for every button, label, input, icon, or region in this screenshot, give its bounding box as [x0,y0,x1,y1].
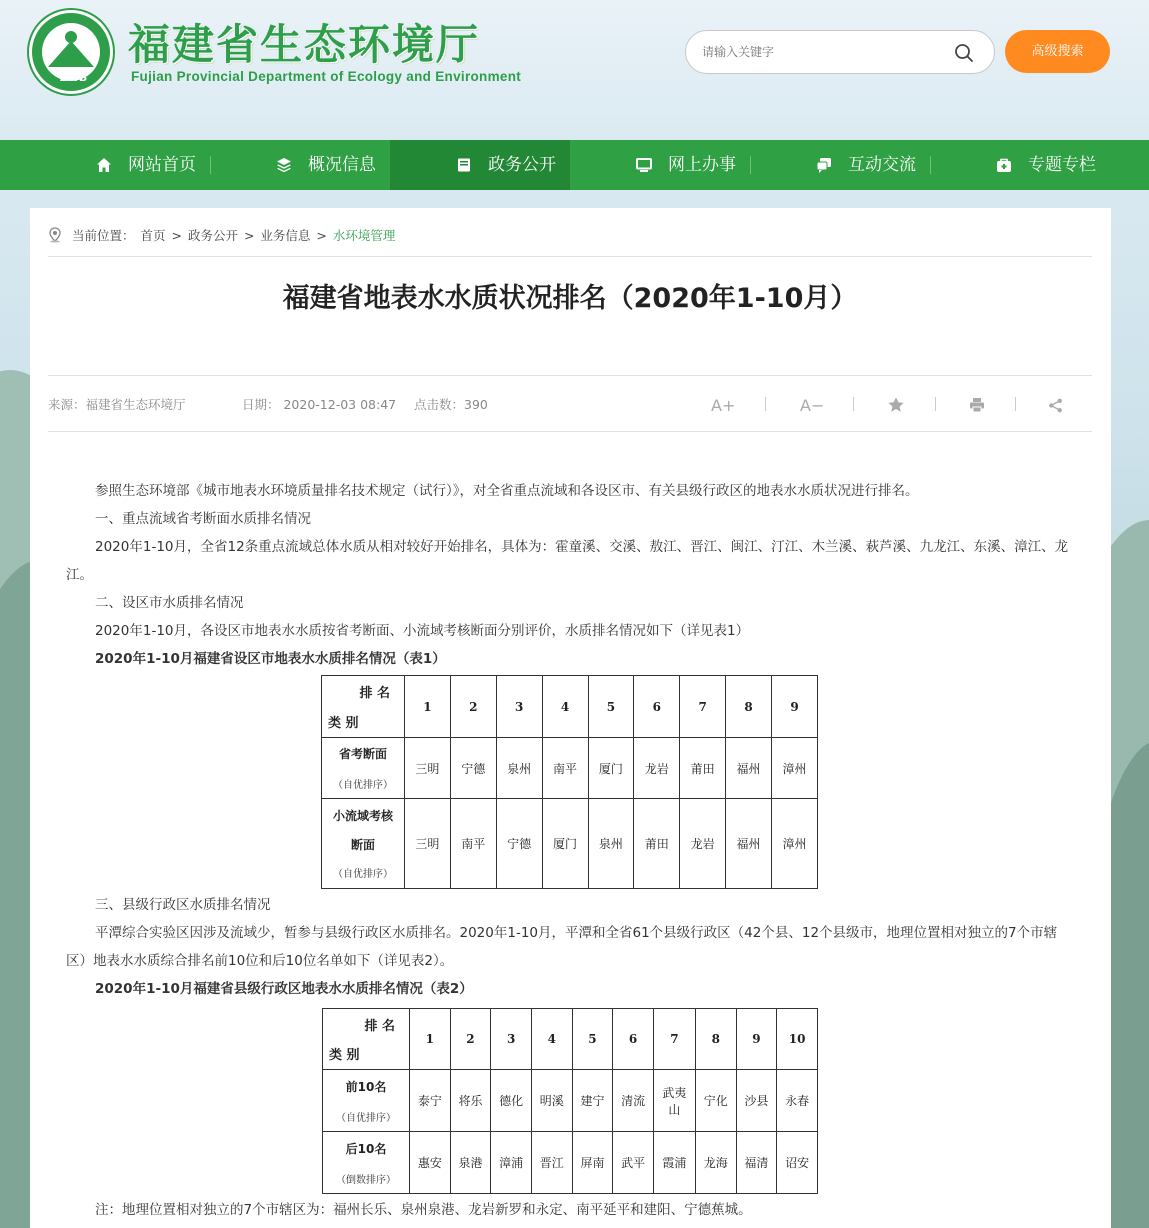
rank-header: 4 [542,676,588,738]
table-cell: 沙县 [736,1070,777,1132]
table-cell: 永春 [777,1070,818,1132]
table-header-row [323,1009,818,1070]
table-cell: 诏安 [777,1132,818,1194]
table-cell: 霞浦 [653,1132,695,1194]
rank-header: 10 [777,1009,818,1070]
table-cell: 福清 [736,1132,777,1194]
table-row [322,799,818,889]
advanced-search-button[interactable]: 高级搜索 [1005,30,1110,73]
category-cell [322,738,405,799]
nav-label: 政务公开 [488,155,556,175]
table-cell: 清流 [613,1070,654,1132]
rank-header: 1 [410,1009,451,1070]
rank-header: 3 [491,1009,532,1070]
table-cell: 南平 [450,799,496,889]
paragraph-county-ranking: 平潭综合实验区因涉及流域少，暂参与县级行政区水质排名。2020年1-10月，平潭和全省61个县级行政区（42个县、12个县级市，地理位置相对独立的7个市辖区）地表水水质综合排名前10位和后10位名单如下（详见表2）。 [66,925,1058,969]
table-cell: 明溪 [531,1070,572,1132]
sort-note: （自优排序） [336,1112,396,1124]
rank-header: 5 [588,676,634,738]
corner-rank-label: 排 名 [364,1019,395,1034]
category-label: 后10名 [345,1141,387,1156]
main-nav [0,140,1149,190]
county-ranking-table [322,1008,818,1194]
rank-header: 8 [726,676,772,738]
corner-category-label: 类 别 [328,716,359,731]
breadcrumb-home[interactable]: 首页 [140,228,166,243]
section-heading-3: 三、县级行政区水质排名情况 [95,897,271,913]
category-label: 断面 [350,838,375,852]
table-cell: 宁德 [496,799,542,889]
rank-header: 7 [680,676,726,738]
breadcrumb [48,226,397,244]
rank-header: 5 [572,1009,613,1070]
category-cell [323,1132,410,1194]
article-views: 点击数：390 [414,397,488,412]
department-logo[interactable] [29,10,113,94]
nav-label: 网上办事 [668,155,736,175]
corner-rank-label: 排 名 [359,686,390,701]
nav-item-home[interactable] [30,140,210,190]
table-cell: 福州 [726,738,772,799]
table-cell: 莆田 [634,799,680,889]
rank-header: 8 [695,1009,736,1070]
article-date: 日期： 2020-12-03 08:47 [242,397,397,412]
share-icon[interactable] [1048,398,1063,413]
table-cell: 泰宁 [410,1070,451,1132]
toolbar-divider [853,397,854,411]
city-ranking-table [321,675,818,889]
monitor-icon [636,157,652,173]
site-title-english: Fujian Provincial Department of Ecology and Environment [131,69,522,84]
table-cell: 建宁 [572,1070,613,1132]
section-heading-2: 二、设区市水质排名情况 [95,595,244,611]
breadcrumb-current[interactable]: 水环境管理 [332,228,396,243]
article-source: 来源：福建省生态环境厅 [48,397,186,412]
breadcrumb-business-info[interactable]: 业务信息 [260,228,311,243]
table-cell: 晋江 [531,1132,572,1194]
toolbar-divider [765,397,766,411]
table-cell: 三明 [405,738,451,799]
table-cell: 泉州 [496,738,542,799]
table-cell: 福州 [726,799,772,889]
site-header [0,0,1149,140]
table-header-row [322,676,818,738]
rank-header: 6 [613,1009,654,1070]
site-title[interactable]: 福建省生态环境厅 [128,20,481,69]
table-cell: 宁化 [695,1070,736,1132]
breadcrumb-separator: > [243,228,255,243]
font-increase-button[interactable]: A+ [711,396,736,415]
rank-header: 6 [634,676,680,738]
nav-item-special-topics[interactable] [930,140,1110,190]
breadcrumb-separator: > [316,228,327,243]
toolbar-divider [1015,397,1016,411]
table-cell: 泉州 [588,799,634,889]
table-cell: 惠安 [410,1132,451,1194]
table-cell: 德化 [491,1070,532,1132]
table-cell: 宁德 [450,738,496,799]
home-icon [96,157,112,173]
table-cell: 龙岩 [680,799,726,889]
sort-note: （倒数排序） [336,1174,396,1186]
sort-note: （自优排序） [333,869,393,880]
nav-label: 概况信息 [308,155,376,175]
sort-note: （自优排序） [333,780,393,791]
print-icon[interactable] [969,397,985,413]
corner-category-label: 类 别 [329,1048,360,1063]
divider [48,375,1092,376]
bag-icon [996,157,1012,173]
search-icon[interactable] [954,43,974,63]
table-cell: 莆田 [680,738,726,799]
table-cell: 三明 [405,799,451,889]
table-cell: 厦门 [542,799,588,889]
breadcrumb-prefix: 当前位置： [71,228,135,243]
paragraph-city-ranking: 2020年1-10月，各设区市地表水水质按省考断面、小流域考核断面分别评价，水质排名情况如下（详见表1） [95,623,750,639]
divider [48,431,1092,432]
toolbar-divider [935,397,936,411]
rank-header: 9 [772,676,818,738]
table-cell: 屏南 [572,1132,613,1194]
layers-icon [276,157,292,173]
table-corner-cell [323,1009,410,1070]
table-cell: 将乐 [450,1070,491,1132]
rank-header: 9 [736,1009,777,1070]
search-box [685,30,995,74]
footnote: 注：地理位置相对独立的7个市辖区为：福州长乐、泉州泉港、龙岩新罗和永定、南平延平和建阳、宁德蕉城。 [95,1202,752,1218]
table-cell: 厦门 [588,738,634,799]
table-corner-cell [322,676,405,738]
divider [48,256,1092,257]
breadcrumb-government-affairs[interactable]: 政务公开 [187,228,238,243]
category-label: 省考断面 [338,747,387,761]
nav-item-interaction[interactable] [750,140,930,190]
table-cell: 龙岩 [634,738,680,799]
category-cell [323,1070,410,1132]
nav-label: 网站首页 [128,155,196,175]
table-row [322,738,818,799]
document-icon [456,157,472,173]
paragraph-basin-ranking: 2020年1-10月，全省12条重点流域总体水质从相对较好开始排名，具体为：霍童溪、交溪、敖江、晋江、闽江、汀江、木兰溪、萩芦溪、九龙江、东溪、漳江、龙江。 [66,539,1069,583]
table-row [323,1132,818,1194]
nav-item-overview[interactable] [210,140,390,190]
search-input[interactable] [702,41,942,63]
table-cell: 南平 [542,738,588,799]
table-cell: 武夷山 [653,1070,695,1132]
table-cell: 漳州 [772,738,818,799]
chat-icon [816,157,832,173]
table-cell: 漳州 [772,799,818,889]
rank-header: 4 [531,1009,572,1070]
paragraph-intro: 参照生态环境部《城市地表水环境质量排名技术规定（试行）》，对全省重点流域和各设区市、有关县级行政区的地表水水质状况进行排名。 [95,483,919,499]
nav-item-government-affairs[interactable] [390,140,570,190]
rank-header: 2 [450,1009,491,1070]
table2-caption: 2020年1-10月福建省县级行政区地表水水质排名情况（表2） [95,981,473,997]
favorite-star-icon[interactable] [887,396,905,414]
table-cell: 武平 [613,1132,654,1194]
category-cell [322,799,405,889]
rank-header: 2 [450,676,496,738]
section-heading-1: 一、重点流域省考断面水质排名情况 [95,511,311,527]
nav-label: 互动交流 [848,155,916,175]
table1-caption: 2020年1-10月福建省设区市地表水水质排名情况（表1） [95,651,446,667]
nav-item-online-services[interactable] [570,140,750,190]
rank-header: 3 [496,676,542,738]
table-cell: 龙海 [695,1132,736,1194]
location-pin-icon [48,227,62,243]
rank-header: 1 [405,676,451,738]
category-label: 小流域考核 [332,809,393,823]
category-label: 前10名 [345,1079,387,1094]
table-cell: 泉港 [450,1132,491,1194]
table-row [323,1070,818,1132]
breadcrumb-separator: > [171,228,182,243]
logo-text: ZHB [59,71,89,84]
font-decrease-button[interactable]: A− [800,396,825,415]
nav-label: 专题专栏 [1028,155,1096,175]
article-title: 福建省地表水水质状况排名（2020年1-10月） [282,283,858,314]
table-cell: 漳浦 [491,1132,532,1194]
rank-header: 7 [653,1009,695,1070]
